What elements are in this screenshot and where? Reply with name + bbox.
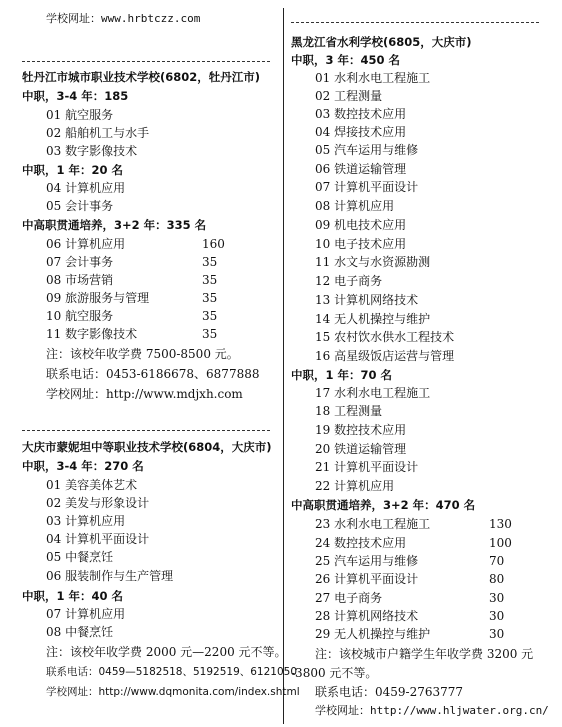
major-row bbox=[22, 289, 276, 307]
major-item: 19 数控技术应用 bbox=[315, 423, 407, 437]
major-name: 08 市场营销 bbox=[46, 273, 114, 287]
enrollment-count: 35 bbox=[202, 327, 218, 341]
contact-phone: 联系电话：0459—5182518、5192519、6121050 bbox=[46, 666, 298, 678]
major-item: 03 数字影像技术 bbox=[46, 144, 138, 158]
enrollment-count: 35 bbox=[202, 309, 218, 323]
school-title: 黑龙江省水利学校(6805，大庆市) bbox=[291, 35, 472, 49]
major-item: 12 电子商务 bbox=[315, 274, 383, 288]
separator bbox=[22, 430, 270, 431]
major-name: 10 航空服务 bbox=[46, 309, 114, 323]
major-row bbox=[22, 271, 276, 289]
enrollment-count: 30 bbox=[489, 627, 505, 641]
column-divider bbox=[283, 8, 284, 724]
major-item: 08 中餐烹饪 bbox=[46, 625, 114, 639]
section-header: 中高职贯通培养，3+2 年：470 名 bbox=[291, 498, 476, 512]
major-item: 08 计算机应用 bbox=[315, 199, 395, 213]
major-item: 21 计算机平面设计 bbox=[315, 460, 419, 474]
major-item: 15 农村饮水供水工程技术 bbox=[315, 330, 455, 344]
enrollment-count: 35 bbox=[202, 273, 218, 287]
enrollment-count: 35 bbox=[202, 255, 218, 269]
major-item: 17 水利水电工程施工 bbox=[315, 386, 431, 400]
enrollment-count: 80 bbox=[489, 572, 505, 586]
school-website: 学校网址：http://www.mdjxh.com bbox=[46, 387, 243, 401]
major-row bbox=[22, 325, 276, 343]
school-title: 牡丹江市城市职业技术学校(6802，牡丹江市) bbox=[22, 70, 261, 84]
major-item: 06 铁道运输管理 bbox=[315, 162, 407, 176]
school-website: 学校网址：http://www.hljwater.org.cn/ bbox=[315, 704, 549, 717]
tuition-note: 注：该校年收学费 2000 元—2200 元不等。 bbox=[46, 645, 287, 659]
major-name: 09 旅游服务与管理 bbox=[46, 291, 150, 305]
major-row bbox=[291, 515, 555, 533]
major-item: 10 电子技术应用 bbox=[315, 237, 407, 251]
enrollment-count: 30 bbox=[489, 591, 505, 605]
major-item: 04 计算机平面设计 bbox=[46, 532, 150, 546]
major-row bbox=[291, 570, 555, 588]
major-item: 03 计算机应用 bbox=[46, 514, 126, 528]
school-title: 大庆市蒙妮坦中等职业技术学校(6804，大庆市) bbox=[22, 440, 272, 454]
enrollment-count: 30 bbox=[489, 609, 505, 623]
major-row bbox=[291, 552, 555, 570]
major-item: 07 计算机平面设计 bbox=[315, 180, 419, 194]
section-header: 中职，3 年：450 名 bbox=[291, 53, 401, 67]
separator bbox=[291, 22, 539, 23]
major-name: 26 计算机平面设计 bbox=[315, 572, 419, 586]
major-name: 07 会计事务 bbox=[46, 255, 114, 269]
enrollment-count: 100 bbox=[489, 536, 512, 550]
major-item: 04 计算机应用 bbox=[46, 181, 126, 195]
section-header: 中职，3-4 年：185 bbox=[22, 89, 129, 103]
section-header: 中高职贯通培养，3+2 年：335 名 bbox=[22, 218, 207, 232]
major-item: 13 计算机网络技术 bbox=[315, 293, 419, 307]
tuition-note-cont: -3800 元不等。 bbox=[291, 666, 378, 680]
major-item: 05 汽车运用与维修 bbox=[315, 143, 419, 157]
enrollment-count: 130 bbox=[489, 517, 512, 531]
major-name: 23 水利水电工程施工 bbox=[315, 517, 431, 531]
major-name: 24 数控技术应用 bbox=[315, 536, 407, 550]
major-item: 14 无人机操控与维护 bbox=[315, 312, 431, 326]
major-row bbox=[22, 307, 276, 325]
major-item: 05 中餐烹饪 bbox=[46, 550, 114, 564]
major-item: 20 铁道运输管理 bbox=[315, 442, 407, 456]
major-item: 01 航空服务 bbox=[46, 108, 114, 122]
major-item: 11 水文与水资源勘测 bbox=[315, 255, 431, 269]
tuition-note: 注：该校年收学费 7500-8500 元。 bbox=[46, 347, 239, 361]
major-item: 09 机电技术应用 bbox=[315, 218, 407, 232]
major-item: 18 工程测量 bbox=[315, 404, 383, 418]
major-name: 28 计算机网络技术 bbox=[315, 609, 419, 623]
major-item: 02 船舶机工与水手 bbox=[46, 126, 150, 140]
tuition-note: 注：该校城市户籍学生年收学费 3200 元 bbox=[315, 647, 534, 661]
major-row bbox=[291, 607, 555, 625]
school-website: 学校网址：http://www.dqmonita.com/index.shtml bbox=[46, 686, 300, 698]
section-header: 中职，3-4 年：270 名 bbox=[22, 459, 144, 473]
major-item: 07 计算机应用 bbox=[46, 607, 126, 621]
separator bbox=[22, 61, 270, 62]
major-item: 05 会计事务 bbox=[46, 199, 114, 213]
contact-phone: 联系电话：0453-6186678、6877888 bbox=[46, 367, 260, 381]
section-header: 中职，1 年：40 名 bbox=[22, 589, 124, 603]
major-item: 04 焊接技术应用 bbox=[315, 125, 407, 139]
section-header: 中职，1 年：70 名 bbox=[291, 368, 393, 382]
enrollment-count: 70 bbox=[489, 554, 505, 568]
major-item: 01 美容美体艺术 bbox=[46, 478, 138, 492]
major-row bbox=[291, 534, 555, 552]
enrollment-count: 35 bbox=[202, 291, 218, 305]
major-item: 22 计算机应用 bbox=[315, 479, 395, 493]
major-item: 06 服装制作与生产管理 bbox=[46, 569, 174, 583]
major-item: 01 水利水电工程施工 bbox=[315, 71, 431, 85]
major-item: 03 数控技术应用 bbox=[315, 107, 407, 121]
major-name: 29 无人机操控与维护 bbox=[315, 627, 431, 641]
section-header: 中职，1 年：20 名 bbox=[22, 163, 124, 177]
major-name: 25 汽车运用与维修 bbox=[315, 554, 419, 568]
major-item: 02 工程测量 bbox=[315, 89, 383, 103]
major-name: 27 电子商务 bbox=[315, 591, 383, 605]
major-name: 11 数字影像技术 bbox=[46, 327, 138, 341]
major-name: 06 计算机应用 bbox=[46, 237, 126, 251]
contact-phone: 联系电话：0459-2763777 bbox=[315, 685, 464, 699]
major-item: 16 高星级饭店运营与管理 bbox=[315, 349, 455, 363]
major-row bbox=[22, 235, 276, 253]
enrollment-count: 160 bbox=[202, 237, 225, 251]
major-row bbox=[291, 625, 555, 643]
major-row bbox=[22, 253, 276, 271]
major-item: 02 美发与形象设计 bbox=[46, 496, 150, 510]
prev-school-site: 学校网址：www.hrbtczz.com bbox=[46, 12, 201, 25]
major-row bbox=[291, 589, 555, 607]
